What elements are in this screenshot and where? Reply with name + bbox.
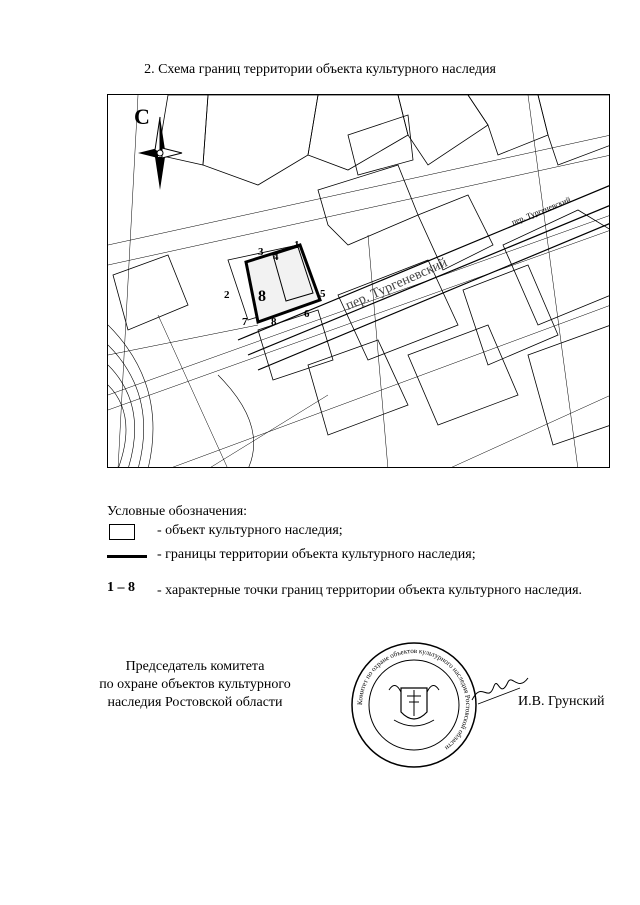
legend-title: Условные обозначения: <box>107 504 248 519</box>
signatory-position <box>80 658 310 712</box>
point-label-4: 4 <box>273 251 279 263</box>
point-label-7: 7 <box>242 316 248 328</box>
position-line-2: по охране объектов культурного <box>99 677 291 692</box>
signatory-name: И.В. Грунский <box>518 694 605 709</box>
position-line-1: Председатель комитета <box>125 659 265 674</box>
street-name-small: пер. Тургеневский <box>510 195 572 227</box>
legend-points-symbol: 1 – 8 <box>107 580 135 595</box>
cadastral-map <box>107 94 610 468</box>
point-label-1: 1 <box>294 239 300 251</box>
point-label-2: 2 <box>224 289 230 301</box>
legend-points-text: - характерные точки границ территории объекта культурного наследия. <box>157 583 583 598</box>
legend-object-symbol <box>107 523 155 541</box>
legend-object-text: - объект культурного наследия; <box>157 523 343 538</box>
north-label: С <box>134 104 150 129</box>
document-title: 2. Схема границ территории объекта культурного наследия <box>144 62 496 77</box>
point-label-3: 3 <box>258 246 264 258</box>
official-seal <box>349 640 479 770</box>
legend-boundary-text: - границы территории объекта культурного наследия; <box>157 547 476 562</box>
coat-of-arms-icon <box>389 685 439 726</box>
seal-text: Комитет по охране объектов культурного наследия Ростовской области <box>355 646 473 752</box>
point-label-6: 6 <box>304 308 310 320</box>
position-line-3: наследия Ростовской области <box>107 695 283 710</box>
legend-boundary-symbol <box>107 547 155 565</box>
map-arcs <box>108 325 254 468</box>
map-drawing <box>108 95 610 468</box>
street-name: пер. Тургеневский <box>343 255 450 314</box>
object-center-label: 8 <box>258 288 266 305</box>
map-parcels <box>113 95 610 445</box>
point-label-8: 8 <box>271 316 277 328</box>
point-label-5: 5 <box>320 288 326 300</box>
